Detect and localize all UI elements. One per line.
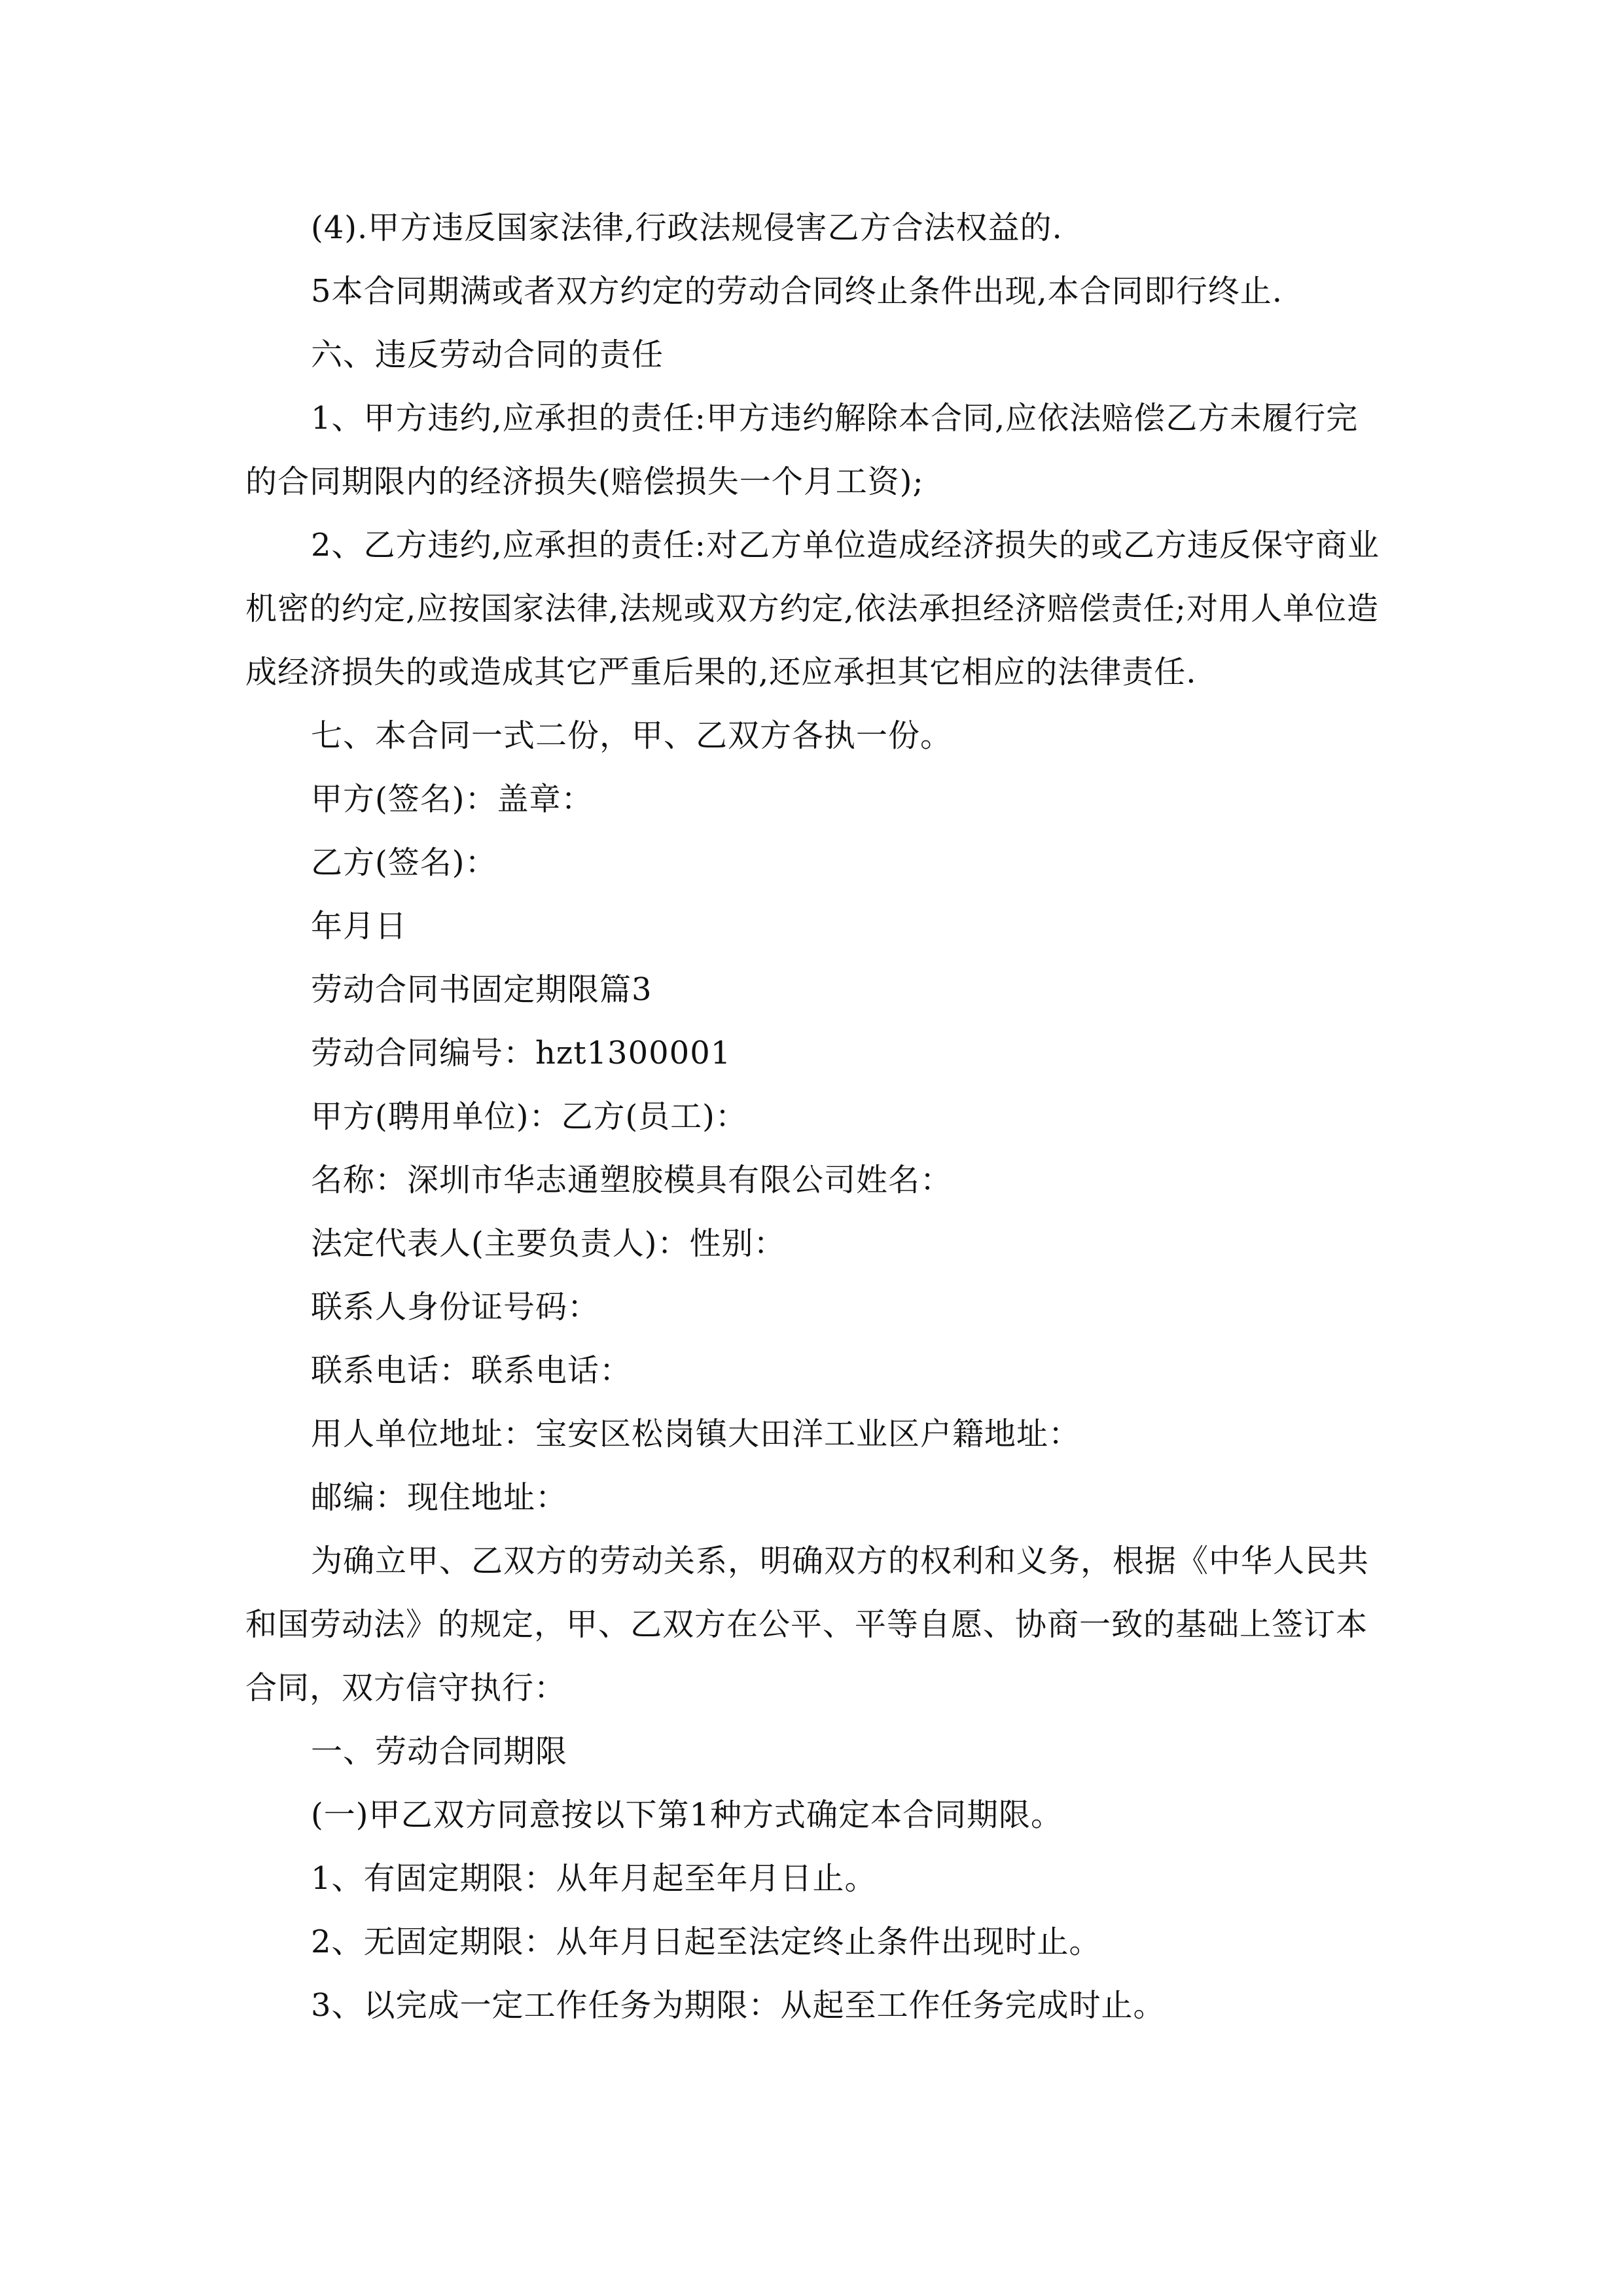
paragraph-copies: 七、本合同一式二份，甲、乙双方各执一份。: [311, 717, 953, 754]
signature-party-a: 甲方(签名)：盖章：: [311, 781, 594, 817]
paragraph-party-b-breach: 2、乙方违约,应承担的责任:对乙方单位造成经济损失的或乙方违反保守商业机密的约定,应按国家法律,法规或双方约定,依法承担经济赔偿责任;对用人单位造成经济损失的或造成其它严重后果的,还应承担其它相应的法律责任.: [245, 527, 1380, 691]
signature-date: 年月日: [311, 908, 408, 944]
contact-id-line: 联系人身份证号码：: [311, 1289, 600, 1325]
paragraph-4-violation: (4).甲方违反国家法律,行政法规侵害乙方合法权益的.: [311, 209, 1063, 246]
term-open-ended-line: 2、无固定期限：从年月日起至法定终止条件出现时止。: [311, 1924, 1101, 1960]
signature-party-b: 乙方(签名)：: [311, 844, 497, 881]
term-fixed-line: 1、有固定期限：从年月起至年月日止。: [311, 1860, 877, 1897]
phone-line: 联系电话：联系电话：: [311, 1352, 632, 1389]
section-heading-liability: 六、违反劳动合同的责任: [311, 336, 664, 373]
article-title: 劳动合同书固定期限篇3: [311, 971, 652, 1008]
term-method-line: (一)甲乙双方同意按以下第1种方式确定本合同期限。: [311, 1797, 1063, 1833]
document-body: [245, 196, 1381, 2037]
preamble-paragraph: 为确立甲、乙双方的劳动关系，明确双方的权利和义务，根据《中华人民共和国劳动法》的规定，甲、乙双方在公平、平等自愿、协商一致的基础上签订本合同，双方信守执行：: [245, 1543, 1370, 1706]
contract-number: 劳动合同编号：hzt1300001: [311, 1035, 732, 1071]
parties-line: 甲方(聘用单位)：乙方(员工)：: [311, 1098, 747, 1135]
legal-representative-line: 法定代表人(主要负责人)：性别：: [311, 1225, 786, 1262]
term-task-based-line: 3、以完成一定工作任务为期限：从起至工作任务完成时止。: [311, 1987, 1166, 2024]
paragraph-party-a-breach: 1、甲方违约,应承担的责任:甲方违约解除本合同,应依法赔偿乙方未履行完的合同期限内的经济损失(赔偿损失一个月工资);: [245, 400, 1359, 500]
company-name-line: 名称：深圳市华志通塑胶模具有限公司姓名：: [311, 1162, 953, 1198]
postcode-line: 邮编：现住地址：: [311, 1479, 568, 1516]
section-heading-term: 一、劳动合同期限: [311, 1733, 568, 1770]
paragraph-contract-termination: 5本合同期满或者双方约定的劳动合同终止条件出现,本合同即行终止.: [311, 273, 1283, 310]
address-line: 用人单位地址：宝安区松岗镇大田洋工业区户籍地址：: [311, 1416, 1081, 1452]
